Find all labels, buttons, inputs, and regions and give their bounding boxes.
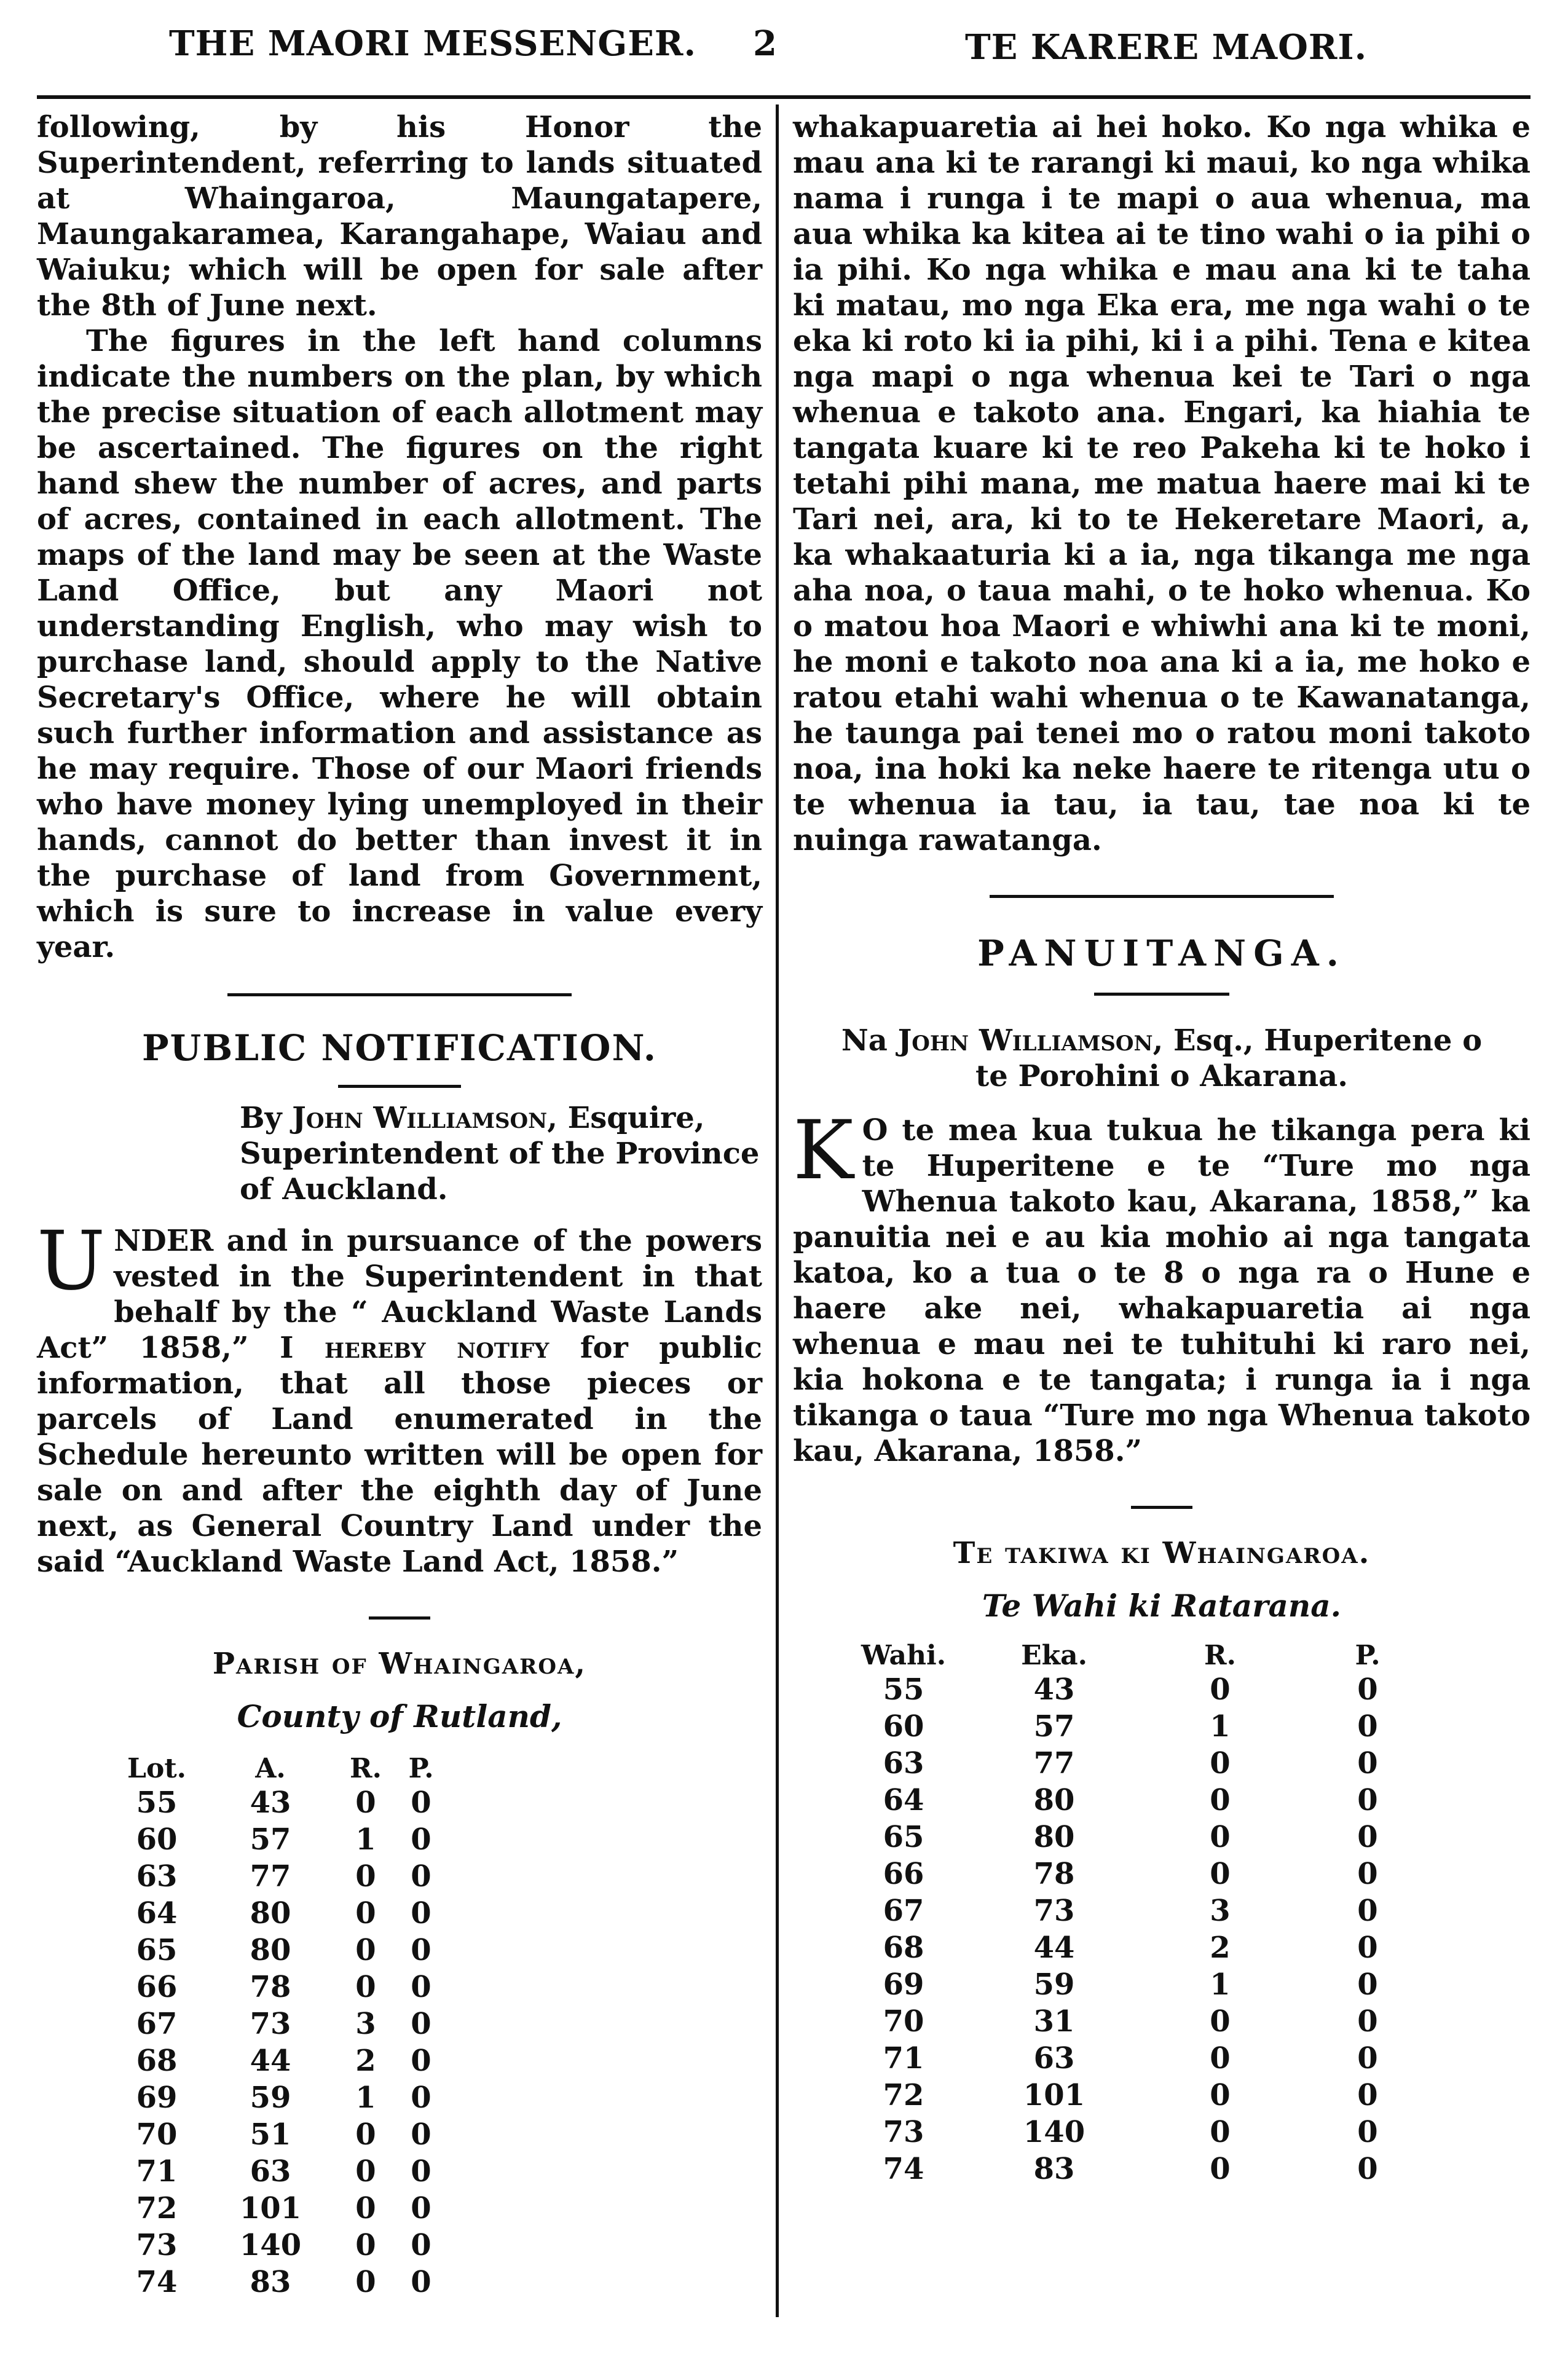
lot-number-cell: 71 [136, 2154, 178, 2189]
continuation-paragraph: whakapuaretia ai hei hoko. Ko nga whika e mau ana ki te rarangi ki maui, ko nga whika nama i runga i te mapi o aua whenua, ma aua whika ka kitea ai te tino wahi o ia pihi o ia pihi. Ko nga whika e mau ana ki te taha ki matau, mo nga Eka era, me nga wahi o te eka ki roto ki ia pihi, ki i a pihi. Tena e kitea nga mapi o nga whenua kei te Tari o nga whenua e takoto ana. Engari, ka hiahia te tangata kuare ki te reo Pakeha ki te hoko i tetahi pihi mana, me matua haere mai ki te Tari nei, ara, ki to te Hekeretare Maori, a, ka whakaaturia ki a ia, nga tikanga me nga aha noa, o taua mahi, o te hoko whenua. Ko o matou hoa Maori e whiwhi ana ki te moni, he moni e takoto noa ana ki a ia, me hoko e ratou etahi wahi whenua o te Kawanatanga, he taunga pai tenei mo o ratou moni takoto noa, ina hoki ka neke haere te ritenga utu o te whenua ia tau, ia tau, tae noa ki te nuinga rawatanga. [793, 110, 1531, 857]
lot-number-cell: 64 [136, 1896, 178, 1931]
lot-number-cell: 68 [883, 1931, 924, 1965]
header-lot: Lot. [127, 1753, 186, 1784]
perches-cell: 0 [1357, 2004, 1378, 2039]
perches-cell: 0 [1357, 1931, 1378, 1965]
header-wahi: Wahi. [861, 1640, 947, 1671]
perches-cell: 0 [1357, 2041, 1378, 2076]
lot-number-cell: 60 [136, 1822, 178, 1857]
acres-cell: 101 [1023, 2078, 1085, 2112]
perches-cell: 0 [1357, 1672, 1378, 1707]
acres-cell: 77 [250, 1859, 291, 1894]
table-row [111, 1969, 449, 2006]
perches-cell: 0 [411, 1859, 431, 1894]
acres-cell: 57 [1033, 1709, 1075, 1744]
parish-title: Te takiwa ki Whaingaroa. [953, 1536, 1371, 1570]
perches-cell: 0 [1357, 1967, 1378, 2002]
roods-cell: 0 [355, 1933, 376, 1967]
perches-cell: 0 [1357, 1894, 1378, 1928]
acres-cell: 59 [250, 2081, 291, 2115]
perches-cell: 0 [1357, 1783, 1378, 1817]
table-row [842, 2040, 1438, 2077]
heading-rule [338, 1085, 461, 1088]
roods-cell: 1 [1210, 1967, 1231, 2002]
header-acres: A. [255, 1753, 286, 1784]
table-row [111, 2006, 449, 2042]
roods-cell: 0 [1210, 1746, 1231, 1781]
acres-cell: 73 [250, 2007, 291, 2041]
lot-number-cell: 66 [883, 1857, 924, 1891]
roods-cell: 0 [355, 1896, 376, 1931]
table-row [111, 2042, 449, 2079]
roods-cell: 0 [1210, 1820, 1231, 1854]
perches-cell: 0 [411, 2154, 431, 2189]
table-row [842, 1671, 1438, 1708]
lot-number-cell: 70 [883, 2004, 924, 2039]
lot-number-cell: 55 [883, 1672, 924, 1707]
roods-cell: 0 [1210, 2041, 1231, 2076]
table-row [842, 2114, 1438, 2151]
perches-cell: 0 [411, 2265, 431, 2299]
acres-cell: 44 [1033, 1931, 1075, 1965]
english-column [37, 109, 762, 2301]
maori-column [793, 109, 1531, 2187]
table-row [111, 1932, 449, 1969]
page-header [0, 18, 1568, 86]
acres-cell: 101 [239, 2191, 302, 2226]
perches-cell: 0 [1357, 1857, 1378, 1891]
roods-cell: 0 [1210, 1672, 1231, 1707]
acres-cell: 140 [239, 2228, 302, 2262]
section-rule [990, 895, 1334, 898]
lots-table [842, 1640, 1438, 2187]
roods-cell: 0 [1210, 2152, 1231, 2186]
roods-cell: 0 [355, 1785, 376, 1820]
perches-cell: 0 [1357, 2115, 1378, 2149]
perches-cell: 0 [411, 2117, 431, 2152]
lot-number-cell: 71 [883, 2041, 924, 2076]
notice-text: O te mea kua tukua he tikanga pera ki te Huperitene e te “Ture mo nga Whenua takoto kau, Akarana, 1858,” ka panuitia nei e au kia mohio ai nga tangata katoa, ko a tua o te 8 o nga ra o Hune e haere ake nei, whakapuaretia ai nga whenua e mau nei te tuhituhi ki raro nei, kia hokona e te tangata; i runga ia i nga tikanga o taua “Ture mo nga Whenua takoto kau, Akarana, 1858.” [793, 1113, 1531, 1468]
roods-cell: 0 [1210, 1783, 1231, 1817]
table-row [111, 2227, 449, 2264]
lot-number-cell: 63 [136, 1859, 178, 1894]
acres-cell: 63 [1033, 2041, 1075, 2076]
table-row [842, 1856, 1438, 1892]
perches-cell: 0 [411, 2044, 431, 2078]
header-rule [37, 95, 1531, 99]
perches-cell: 0 [1357, 1820, 1378, 1854]
notification-heading: PUBLIC NOTIFICATION. [142, 1027, 657, 1069]
figures-paragraph: The figures in the left hand columns indicate the numbers on the plan, by which the precise situation of each allotment may be ascertained. The figures on the right hand shew the number of acres, and parts of acres, contained in each allotment. The maps of the land may be seen at the Waste Land Office, but any Maori not understanding English, who may wish to purchase land, should apply to the Native Secretary's Office, where he will obtain such further information and assistance as he may require. Those of our Maori friends who have money lying unemployed in their hands, cannot do better than invest it in the purchase of land from Government, which is sure to increase in value every year. [37, 324, 762, 964]
lot-number-cell: 55 [136, 1785, 178, 1820]
byline-title: , Esq., Huperitene o te Porohini o Akarana. [975, 1023, 1483, 1093]
roods-cell: 0 [355, 2265, 376, 2299]
lot-number-cell: 69 [136, 2081, 178, 2115]
perches-cell: 0 [411, 1822, 431, 1857]
perches-cell: 0 [411, 1896, 431, 1931]
byline-name: John Williamson [897, 1023, 1153, 1058]
perches-cell: 0 [411, 1785, 431, 1820]
parish-title: Parish of Whaingaroa, [212, 1647, 587, 1681]
roods-cell: 0 [355, 2191, 376, 2226]
section-rule [227, 993, 572, 996]
acres-cell: 73 [1033, 1894, 1075, 1928]
notice-byline [37, 1100, 762, 1207]
byline-na: Na [841, 1023, 898, 1058]
table-row [842, 1782, 1438, 1819]
lot-number-cell: 70 [136, 2117, 178, 2152]
acres-cell: 78 [250, 1970, 291, 2004]
lot-number-cell: 74 [883, 2152, 924, 2186]
roods-cell: 0 [355, 2117, 376, 2152]
acres-cell: 80 [1033, 1820, 1075, 1854]
acres-cell: 31 [1033, 2004, 1075, 2039]
roods-cell: 1 [1210, 1709, 1231, 1744]
table-row [111, 2079, 449, 2116]
lot-number-cell: 74 [136, 2265, 178, 2299]
table-row [842, 1819, 1438, 1856]
acres-cell: 43 [250, 1785, 291, 1820]
header-eka: Eka. [1021, 1640, 1087, 1671]
acres-cell: 80 [250, 1933, 291, 1967]
acres-cell: 77 [1033, 1746, 1075, 1781]
roods-cell: 0 [355, 1859, 376, 1894]
acres-cell: 80 [1033, 1783, 1075, 1817]
acres-cell: 83 [1033, 2152, 1075, 2186]
county-title: Te Wahi ki Ratarana. [982, 1588, 1342, 1624]
lot-number-cell: 73 [136, 2228, 178, 2262]
header-perches: P. [1355, 1640, 1381, 1671]
lot-number-cell: 64 [883, 1783, 924, 1817]
roods-cell: 0 [1210, 2078, 1231, 2112]
lot-number-cell: 66 [136, 1970, 178, 2004]
acres-cell: 63 [250, 2154, 291, 2189]
lot-number-cell: 72 [883, 2078, 924, 2112]
perches-cell: 0 [411, 2081, 431, 2115]
table-row [111, 1821, 449, 1858]
perches-cell: 0 [1357, 2078, 1378, 2112]
lot-number-cell: 68 [136, 2044, 178, 2078]
acres-cell: 44 [250, 2044, 291, 2078]
lot-number-cell: 67 [136, 2007, 178, 2041]
table-row [842, 1708, 1438, 1745]
table-row [111, 1784, 449, 1821]
perches-cell: 0 [1357, 1709, 1378, 1744]
notice-paragraph [793, 1103, 1531, 1469]
acres-cell: 140 [1023, 2115, 1085, 2149]
acres-cell: 57 [250, 1822, 291, 1857]
drop-cap: K [793, 1103, 854, 1198]
acres-cell: 80 [250, 1896, 291, 1931]
header-perches: P. [408, 1753, 434, 1784]
roods-cell: 2 [355, 2044, 376, 2078]
table-row [842, 2003, 1438, 2040]
roods-cell: 0 [1210, 2115, 1231, 2149]
lot-number-cell: 67 [883, 1894, 924, 1928]
roods-cell: 0 [1210, 2004, 1231, 2039]
table-row [842, 2077, 1438, 2114]
notice-text-2: for public information, that all those pieces or parcels of Land enumerated in the Schedule hereunto written will be open for sale on and after the eighth day of June next, as General Country Land under the said “Auckland Waste Land Act, 1858.” [37, 1331, 762, 1579]
perches-cell: 0 [411, 2228, 431, 2262]
lot-number-cell: 72 [136, 2191, 178, 2226]
byline-title: , Esquire, Superintendent of the Province of Auckland. [240, 1101, 760, 1207]
table-row [842, 1892, 1438, 1929]
lot-number-cell: 69 [883, 1967, 924, 2002]
header-title-maori: TE KARERE MAORI. [965, 27, 1368, 68]
byline-name: John Williamson [292, 1101, 548, 1135]
roods-cell: 0 [355, 1970, 376, 2004]
schedule-rule [369, 1616, 430, 1620]
acres-cell: 78 [1033, 1857, 1075, 1891]
roods-cell: 0 [355, 2154, 376, 2189]
perches-cell: 0 [411, 2191, 431, 2226]
table-row [111, 1858, 449, 1895]
acres-cell: 43 [1033, 1672, 1075, 1707]
roods-cell: 1 [355, 1822, 376, 1857]
table-row [111, 1895, 449, 1932]
notice-paragraph [37, 1214, 762, 1580]
header-title-english: THE MAORI MESSENGER. [169, 23, 696, 64]
table-row [111, 2264, 449, 2301]
table-row [842, 1929, 1438, 1966]
roods-cell: 0 [1210, 1857, 1231, 1891]
roods-cell: 2 [1210, 1931, 1231, 1965]
header-roods: R. [350, 1753, 382, 1784]
continuation-paragraph: following, by his Honor the Superintendent, referring to lands situated at Whaingaroa, Maungatapere, Maungakaramea, Karangahape, Waiau and Waiuku; which will be open for sale after the 8th of June next. [37, 110, 762, 323]
drop-cap: U [37, 1214, 106, 1309]
lot-number-cell: 65 [883, 1820, 924, 1854]
perches-cell: 0 [411, 1933, 431, 1967]
table-header-row [842, 1640, 1438, 1671]
table-row [842, 2151, 1438, 2187]
perches-cell: 0 [411, 1970, 431, 2004]
page-number: 2 [753, 23, 777, 64]
lot-number-cell: 60 [883, 1709, 924, 1744]
table-row [111, 2190, 449, 2227]
byline-by: By [240, 1101, 293, 1135]
lots-table [111, 1753, 449, 2301]
roods-cell: 3 [355, 2007, 376, 2041]
heading-rule [1094, 993, 1229, 996]
lot-number-cell: 73 [883, 2115, 924, 2149]
perches-cell: 0 [411, 2007, 431, 2041]
header-roods: R. [1204, 1640, 1236, 1671]
table-row [842, 1745, 1438, 1782]
acres-cell: 83 [250, 2265, 291, 2299]
table-row [842, 1966, 1438, 2003]
acres-cell: 59 [1033, 1967, 1075, 2002]
lot-number-cell: 63 [883, 1746, 924, 1781]
acres-cell: 51 [250, 2117, 291, 2152]
roods-cell: 1 [355, 2081, 376, 2115]
roods-cell: 0 [355, 2228, 376, 2262]
roods-cell: 3 [1210, 1894, 1231, 1928]
notice-text-1: NDER and in pursuance of the powers vested in the Superintendent in that behalf by the “ Auckland Waste Lands Act” 1858,” [37, 1224, 762, 1365]
table-row [111, 2116, 449, 2153]
schedule-rule [1131, 1506, 1192, 1509]
county-title: County of Rutland, [237, 1698, 562, 1734]
table-row [111, 2153, 449, 2190]
table-header-row [111, 1753, 449, 1784]
notice-text-smallcaps: I hereby notify [280, 1331, 550, 1365]
lot-number-cell: 65 [136, 1933, 178, 1967]
perches-cell: 0 [1357, 2152, 1378, 2186]
column-divider [776, 104, 779, 2317]
notification-heading: PANUITANGA. [977, 932, 1346, 974]
notice-byline [793, 1023, 1531, 1094]
perches-cell: 0 [1357, 1746, 1378, 1781]
